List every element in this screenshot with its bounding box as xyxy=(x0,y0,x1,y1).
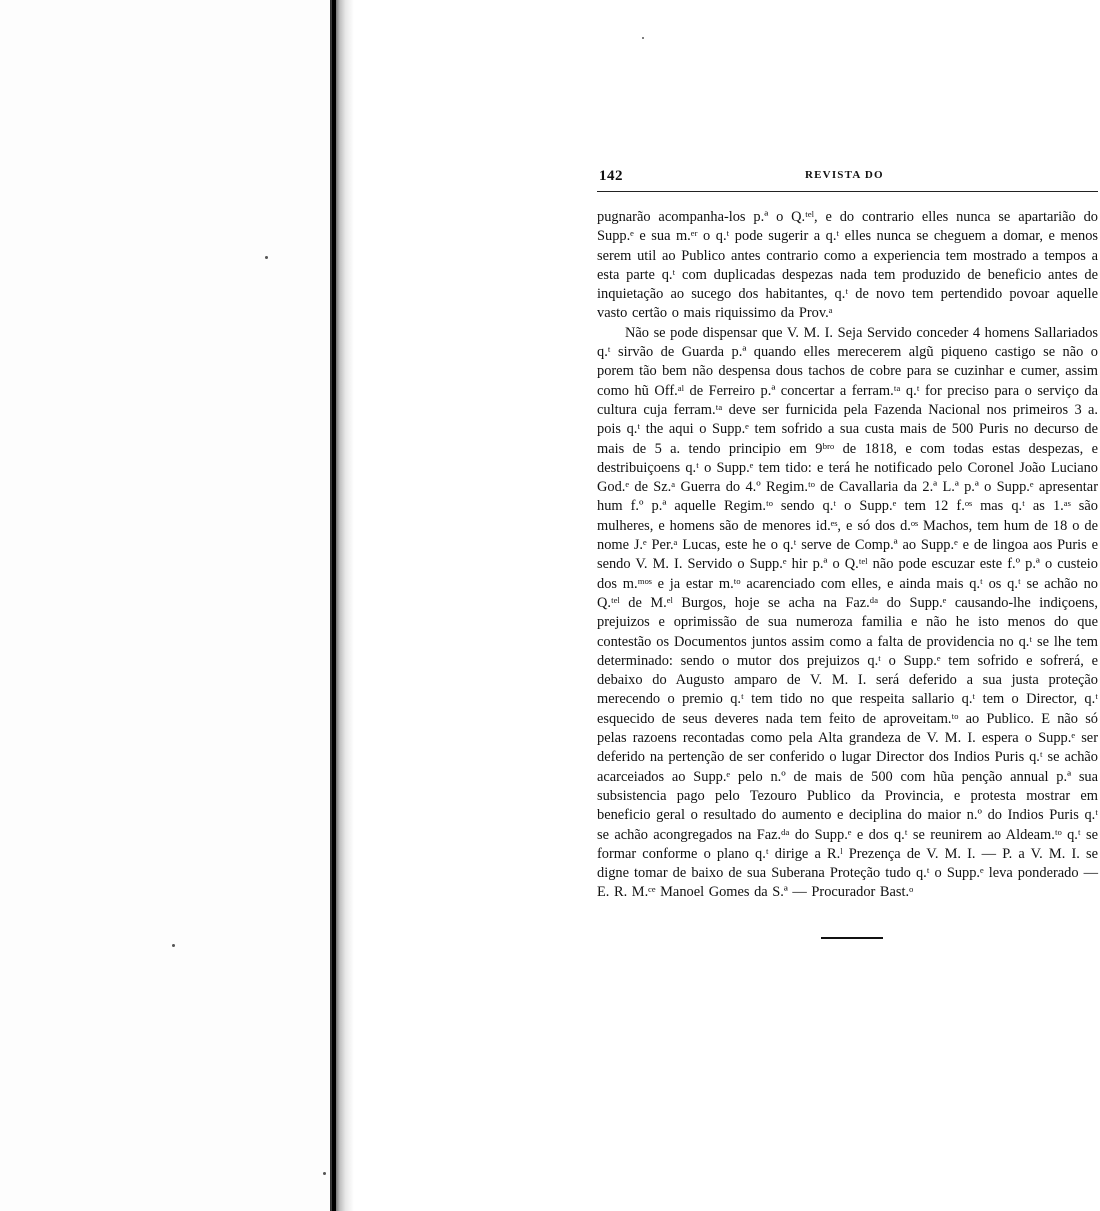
paper-speck xyxy=(323,1172,326,1175)
running-title: REVISTA DO xyxy=(805,169,884,181)
header-rule xyxy=(597,191,1098,192)
page-header xyxy=(597,168,1098,190)
paper-speck xyxy=(642,37,644,39)
paragraph-1: pugnarão acompanha-los p.ª o Q.ᵗᵉˡ, e do contrario elles nunca se apartarião do Supp.ᵉ e sua m.ᵉʳ o q.ᵗ pode sugerir a q.ᵗ elles nunca se cheguem a domar, e menos serem util ao Publico antes contrario como a experiencia tem mostrado a tempos a esta parte q.ᵗ com duplicadas despezas nada tem produzido de beneficio antes de inquietação ao sucego dos habitantes, q.ᵗ de novo tem pertendido povoar aquelle vasto certão o mais riquissimo da Prov.ᵃ xyxy=(597,209,1098,322)
page-number: 142 xyxy=(599,168,623,184)
paragraph-2: Não se pode dispensar que V. M. I. Seja Servido conceder 4 homens Sallariados q.ᵗ sirvão de Guarda p.ª quando elles merecerem algũ piqueno castigo se não o porem tão bem não despensa dous tachos de cobre para se cuzinhar e cumer, assim como hũ Off.ᵃˡ de Ferreiro p.ª concertar a ferram.ᵗᵃ q.ᵗ for preciso para o serviço da cultura cuja ferram.ᵗᵃ deve ser furnicida pela Fazenda Nacional nos primeiros 3 a. pois q.ᵗ the aqui o Supp.ᵉ tem sofrido a sua custa mais de 500 Puris no decurso de mais de 5 a. tendo principio em 9ᵇʳᵒ de 1818, e com todas estas despezas, e destribuiçoens q.ᵗ o Supp.ᵉ tem tido: e terá he notificado pelo Coronel João Luciano God.ᵉ de Sz.ᵃ Guerra do 4.º Regim.ᵗᵒ de Cavallaria da 2.ª L.ª p.ª o Supp.ᵉ apresentar hum f.º p.ª aquelle Regim.ᵗᵒ sendo q.ᵗ o Supp.ᵉ tem 12 f.ᵒˢ mas q.ᵗ as 1.ᵃˢ são mulheres, e homens são de menores id.ᵉˢ, e só dos d.ᵒˢ Machos, tem hum de 18 o de nome J.ᵉ Per.ᵃ Lucas, este he o q.ᵗ serve de Comp.ª ao Supp.ᵉ e de lingoa aos Puris e sendo V. M. I. Servido o Supp.ᵉ hir p.ª o Q.ᵗᵉˡ não pode escuzar este f.º p.ª o custeio dos m.ᵐᵒˢ e ja estar m.ᵗᵒ acarenciado com elles, e ainda mais q.ᵗ os q.ᵗ se achão no Q.ᵗᵉˡ de M.ᵉˡ Burgos, hoje se acha na Faz.ᵈᵃ do Supp.ᵉ causando-lhe indiçoens, prejuizos e oprimissão de sua numeroza familia e não he isto menos do que contestão os Documentos juntos assim como a falta de providencia no q.ᵗ se lhe tem determinado: sendo o mutor dos prejuizos q.ᵗ o Supp.ᵉ tem sofrido e sofrerá, e debaixo do Augusto amparo de V. M. I. será deferido a sua justa proteção merecendo o premio q.ᵗ tem tido no que respeita sallario q.ᵗ tem o Director, q.ᵗ esquecido de seus deveres nada tem feito de aproveitam.ᵗᵒ ao Publico. E não só pelas razoens recontadas como pela Alta grandeza de V. M. I. espera o Supp.ᵉ ser deferido na pertenção de ser conferido o lugar Director dos Indios Puris q.ᵗ se achão acarceiados ao Supp.ᵉ pelo n.º de mais de 500 com hũa penção annual p.ª sua subsistencia pago pelo Tezouro Publico da Provincia, e protesta mostrar em beneficio geral o resultado do aumento e deciplina do maior n.º do Indios Puris q.ᵗ se achão acongregados na Faz.ᵈᵃ do Supp.ᵉ e dos q.ᵗ se reunirem ao Aldeam.ᵗᵒ q.ᵗ se formar conforme o plano q.ᵗ dirige a R.ˡ Prezença de V. M. I. — P. a V. M. I. se digne tomar de baixo de sua Suberana Proteção tudo q.ᵗ o Supp.ᵉ leva ponderado — E. R. M.ᶜᵉ Manoel Gomes da S.ª — Procurador Bast.ᵒ xyxy=(597,324,1098,901)
book-gutter xyxy=(332,0,336,1211)
facing-blank-page xyxy=(0,0,330,1211)
paper-speck xyxy=(265,256,268,259)
end-rule xyxy=(821,937,883,939)
paper-speck xyxy=(172,944,175,947)
text-page xyxy=(597,168,1098,939)
